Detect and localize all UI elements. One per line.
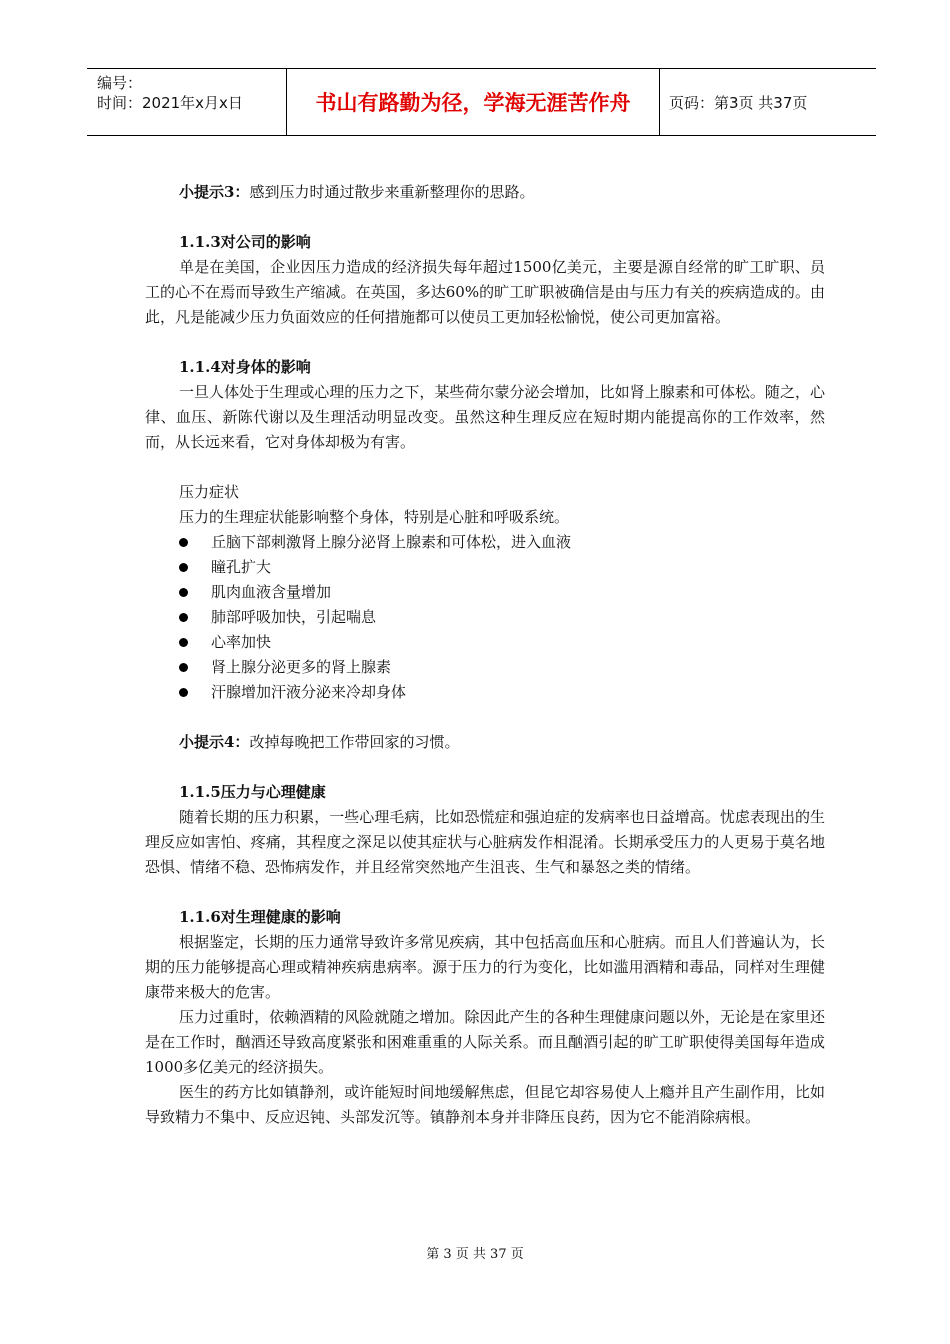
section-1-1-6-paragraph-1: 根据鉴定，长期的压力通常导致许多常见疾病，其中包括高血压和心脏病。而且人们普遍认为，长期的压力能够提高心理或精神疾病患病率。源于压力的行为变化，比如滥用酒精和毒品，同样对生理健康带来极大的危害。 bbox=[145, 933, 825, 1001]
tip-4-label: 小提示4： bbox=[179, 733, 250, 751]
symptoms-list bbox=[145, 530, 825, 705]
bullet-icon bbox=[179, 663, 188, 672]
list-item: 肺部呼吸加快，引起喘息 bbox=[145, 605, 825, 630]
list-item: 肾上腺分泌更多的肾上腺素 bbox=[145, 655, 825, 680]
bullet-icon bbox=[179, 588, 188, 597]
section-1-1-3-paragraph: 单是在美国，企业因压力造成的经济损失每年超过1500亿美元，主要是源自经常的旷工旷职、员工的心不在焉而导致生产缩减。在英国，多达60%的旷工旷职被确信是由与压力有关的疾病造成的。由此，凡是能减少压力负面效应的任何措施都可以使员工更加轻松愉悦，使公司更加富裕。 bbox=[145, 258, 825, 326]
tip-4-text: 改掉每晚把工作带回家的习惯。 bbox=[249, 733, 460, 751]
serial-label: 编号： bbox=[97, 74, 143, 92]
section-1-1-3-title: 1.1.3对公司的影响 bbox=[179, 233, 311, 251]
bullet-icon bbox=[179, 688, 188, 697]
symptoms-title: 压力症状 bbox=[179, 483, 240, 501]
section-1-1-6-title: 1.1.6对生理健康的影响 bbox=[179, 908, 341, 926]
header-motto: 书山有路勤为径，学海无涯苦作舟 bbox=[287, 69, 660, 135]
bullet-icon bbox=[179, 538, 188, 547]
tip-3-text: 感到压力时通过散步来重新整理你的思路。 bbox=[249, 183, 535, 201]
list-item: 肌肉血液含量增加 bbox=[145, 580, 825, 605]
bullet-icon bbox=[179, 638, 188, 647]
section-1-1-4-paragraph: 一旦人体处于生理或心理的压力之下，某些荷尔蒙分泌会增加，比如肾上腺素和可体松。随之，心律、血压、新陈代谢以及生理活动明显改变。虽然这种生理反应在短时期内能提高你的工作效率，然而，从长远来看，它对身体却极为有害。 bbox=[145, 383, 825, 451]
section-1-1-4-title: 1.1.4对身体的影响 bbox=[179, 358, 311, 376]
tip-3 bbox=[145, 180, 825, 205]
section-1-1-5-title: 1.1.5压力与心理健康 bbox=[179, 783, 326, 801]
header-page-info: 页码：第3页 共37页 bbox=[669, 93, 808, 112]
list-item: 瞳孔扩大 bbox=[145, 555, 825, 580]
date-line: 时间：2021年x月x日 bbox=[97, 94, 243, 112]
page-footer: 第 3 页 共 37 页 bbox=[426, 1247, 524, 1262]
document-body bbox=[145, 180, 825, 1130]
tip-4 bbox=[145, 730, 825, 755]
page-header bbox=[87, 68, 876, 136]
list-item: 心率加快 bbox=[145, 630, 825, 655]
symptoms-intro: 压力的生理症状能影响整个身体，特别是心脏和呼吸系统。 bbox=[179, 508, 570, 526]
section-1-1-6-paragraph-2: 压力过重时，依赖酒精的风险就随之增加。除因此产生的各种生理健康问题以外，无论是在家里还是在工作时，酗酒还导致高度紧张和困难重重的人际关系。而且酗酒引起的旷工旷职使得美国每年造成1000多亿美元的经济损失。 bbox=[145, 1008, 825, 1076]
tip-3-label: 小提示3： bbox=[179, 183, 250, 201]
header-meta bbox=[87, 69, 287, 135]
section-1-1-5-paragraph: 随着长期的压力积累，一些心理毛病，比如恐慌症和强迫症的发病率也日益增高。忧虑表现出的生理反应如害怕、疼痛，其程度之深足以使其症状与心脏病发作相混淆。长期承受压力的人更易于莫名地恐惧、情绪不稳、恐怖病发作，并且经常突然地产生沮丧、生气和暴怒之类的情绪。 bbox=[145, 808, 825, 876]
section-1-1-6-paragraph-3: 医生的药方比如镇静剂，或许能短时间地缓解焦虑，但昆它却容易使人上瘾并且产生副作用，比如导致精力不集中、反应迟钝、头部发沉等。镇静剂本身并非降压良药，因为它不能消除病根。 bbox=[145, 1083, 825, 1126]
bullet-icon bbox=[179, 613, 188, 622]
list-item: 汗腺增加汗液分泌来冷却身体 bbox=[145, 680, 825, 705]
list-item: 丘脑下部刺激肾上腺分泌肾上腺素和可体松，进入血液 bbox=[145, 530, 825, 555]
bullet-icon bbox=[179, 563, 188, 572]
